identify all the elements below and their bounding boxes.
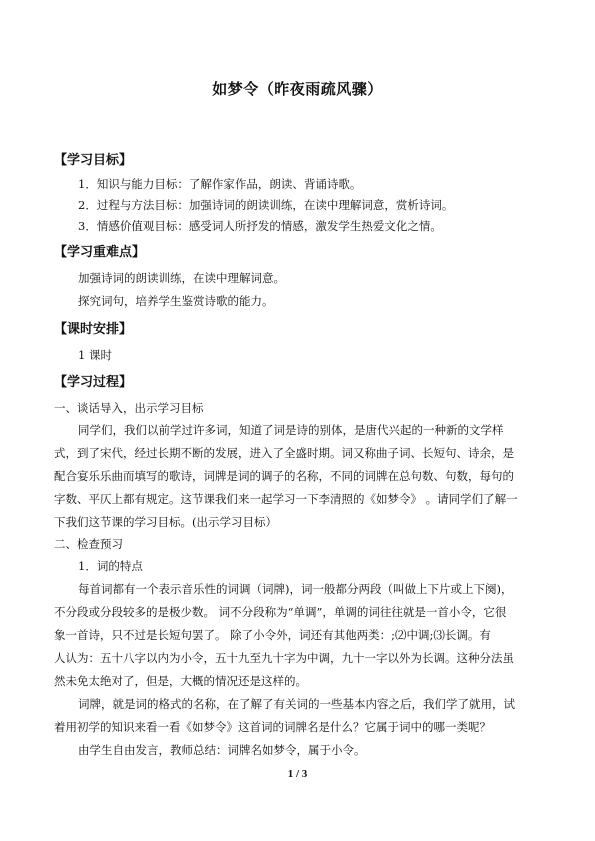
page-indicator: 1 / 3 [287,768,308,780]
goal-item: 2．过程与方法目标：加强诗词的朗读训练，在读中理解词意，赏析诗词。 [78,198,454,212]
paragraph-line: 每首词都有一个表示音乐性的词调（词牌)，词一般都分两段（叫做上下片或上下阕)， [78,582,513,596]
section-heading-goals: 【学习目标】 [54,153,133,168]
key-point-item: 加强诗词的朗读训练，在读中理解词意。 [78,271,285,285]
paragraph-line: 字数、平仄上都有规定。这节课我们来一起学习一下李清照的《如梦令》 。请同学们了解一 [54,492,518,506]
paragraph-line: 不分段或分段较多的是极少数。 词不分段称为“单调”，单调的词往往就是一首小令，它很 [54,605,507,619]
part-title: 一、谈话导入，出示学习目标 [54,401,204,415]
paragraph-line: 下我们这节课的学习目标。(出示学习目标） [54,515,277,529]
part-title: 二、检查预习 [54,537,123,551]
paragraph-line: 配合宴乐乐曲而填写的歌诗，词牌是词的调子的名称，不同的词牌在总句数、句数，每句的 [54,469,514,483]
paragraph-line: 由学生自由发言，教师总结：词牌名如梦令，属于小令。 [78,743,366,757]
goal-item: 1．知识与能力目标：了解作家作品，朗读、背诵诗歌。 [78,177,362,191]
schedule-item: 1 课时 [78,348,112,362]
section-heading-schedule: 【课时安排】 [54,322,133,337]
paragraph-line: 象一首诗，只不过是长短句罢了。 除了小令外，词还有其他两类：;⑵中调;⑶长调。有 [54,628,491,642]
sub-title: 1．词的特点 [78,559,143,573]
goal-item: 3．情感价值观目标：感受词人所抒发的情感，激发学生热爱文化之情。 [78,219,442,233]
paragraph-line: 然未免太绝对了，但是，大概的情况还是这样的。 [54,674,307,688]
paragraph-line: 词牌，就是词的格式的名称，在了解了有关词的一些基本内容之后，我们学了就用，试 [78,697,515,711]
paragraph-line: 着用初学的知识来看一看《如梦令》这首词的词牌名是什么？它属于词中的哪一类呢？ [54,720,491,734]
paragraph-line: 人认为：五十八字以内为小令，五十九至九十字为中调，九十一字以外为长调。这种分法虽 [54,651,514,665]
paragraph-line: 式，到了宋代，经过长期不断的发展，进入了全盛时期。词又称曲子词、长短句、诗余，是 [54,446,514,460]
key-point-item: 探究词句，培养学生鉴赏诗歌的能力。 [78,294,274,308]
page-title: 如梦令（昨夜雨疏风骤） [212,80,383,98]
section-heading-process: 【学习过程】 [54,375,133,390]
section-heading-key-points: 【学习重难点】 [54,245,146,260]
paragraph-line: 同学们，我们以前学过许多词，知道了词是诗的别体，是唐代兴起的一种新的文学样 [78,423,504,437]
